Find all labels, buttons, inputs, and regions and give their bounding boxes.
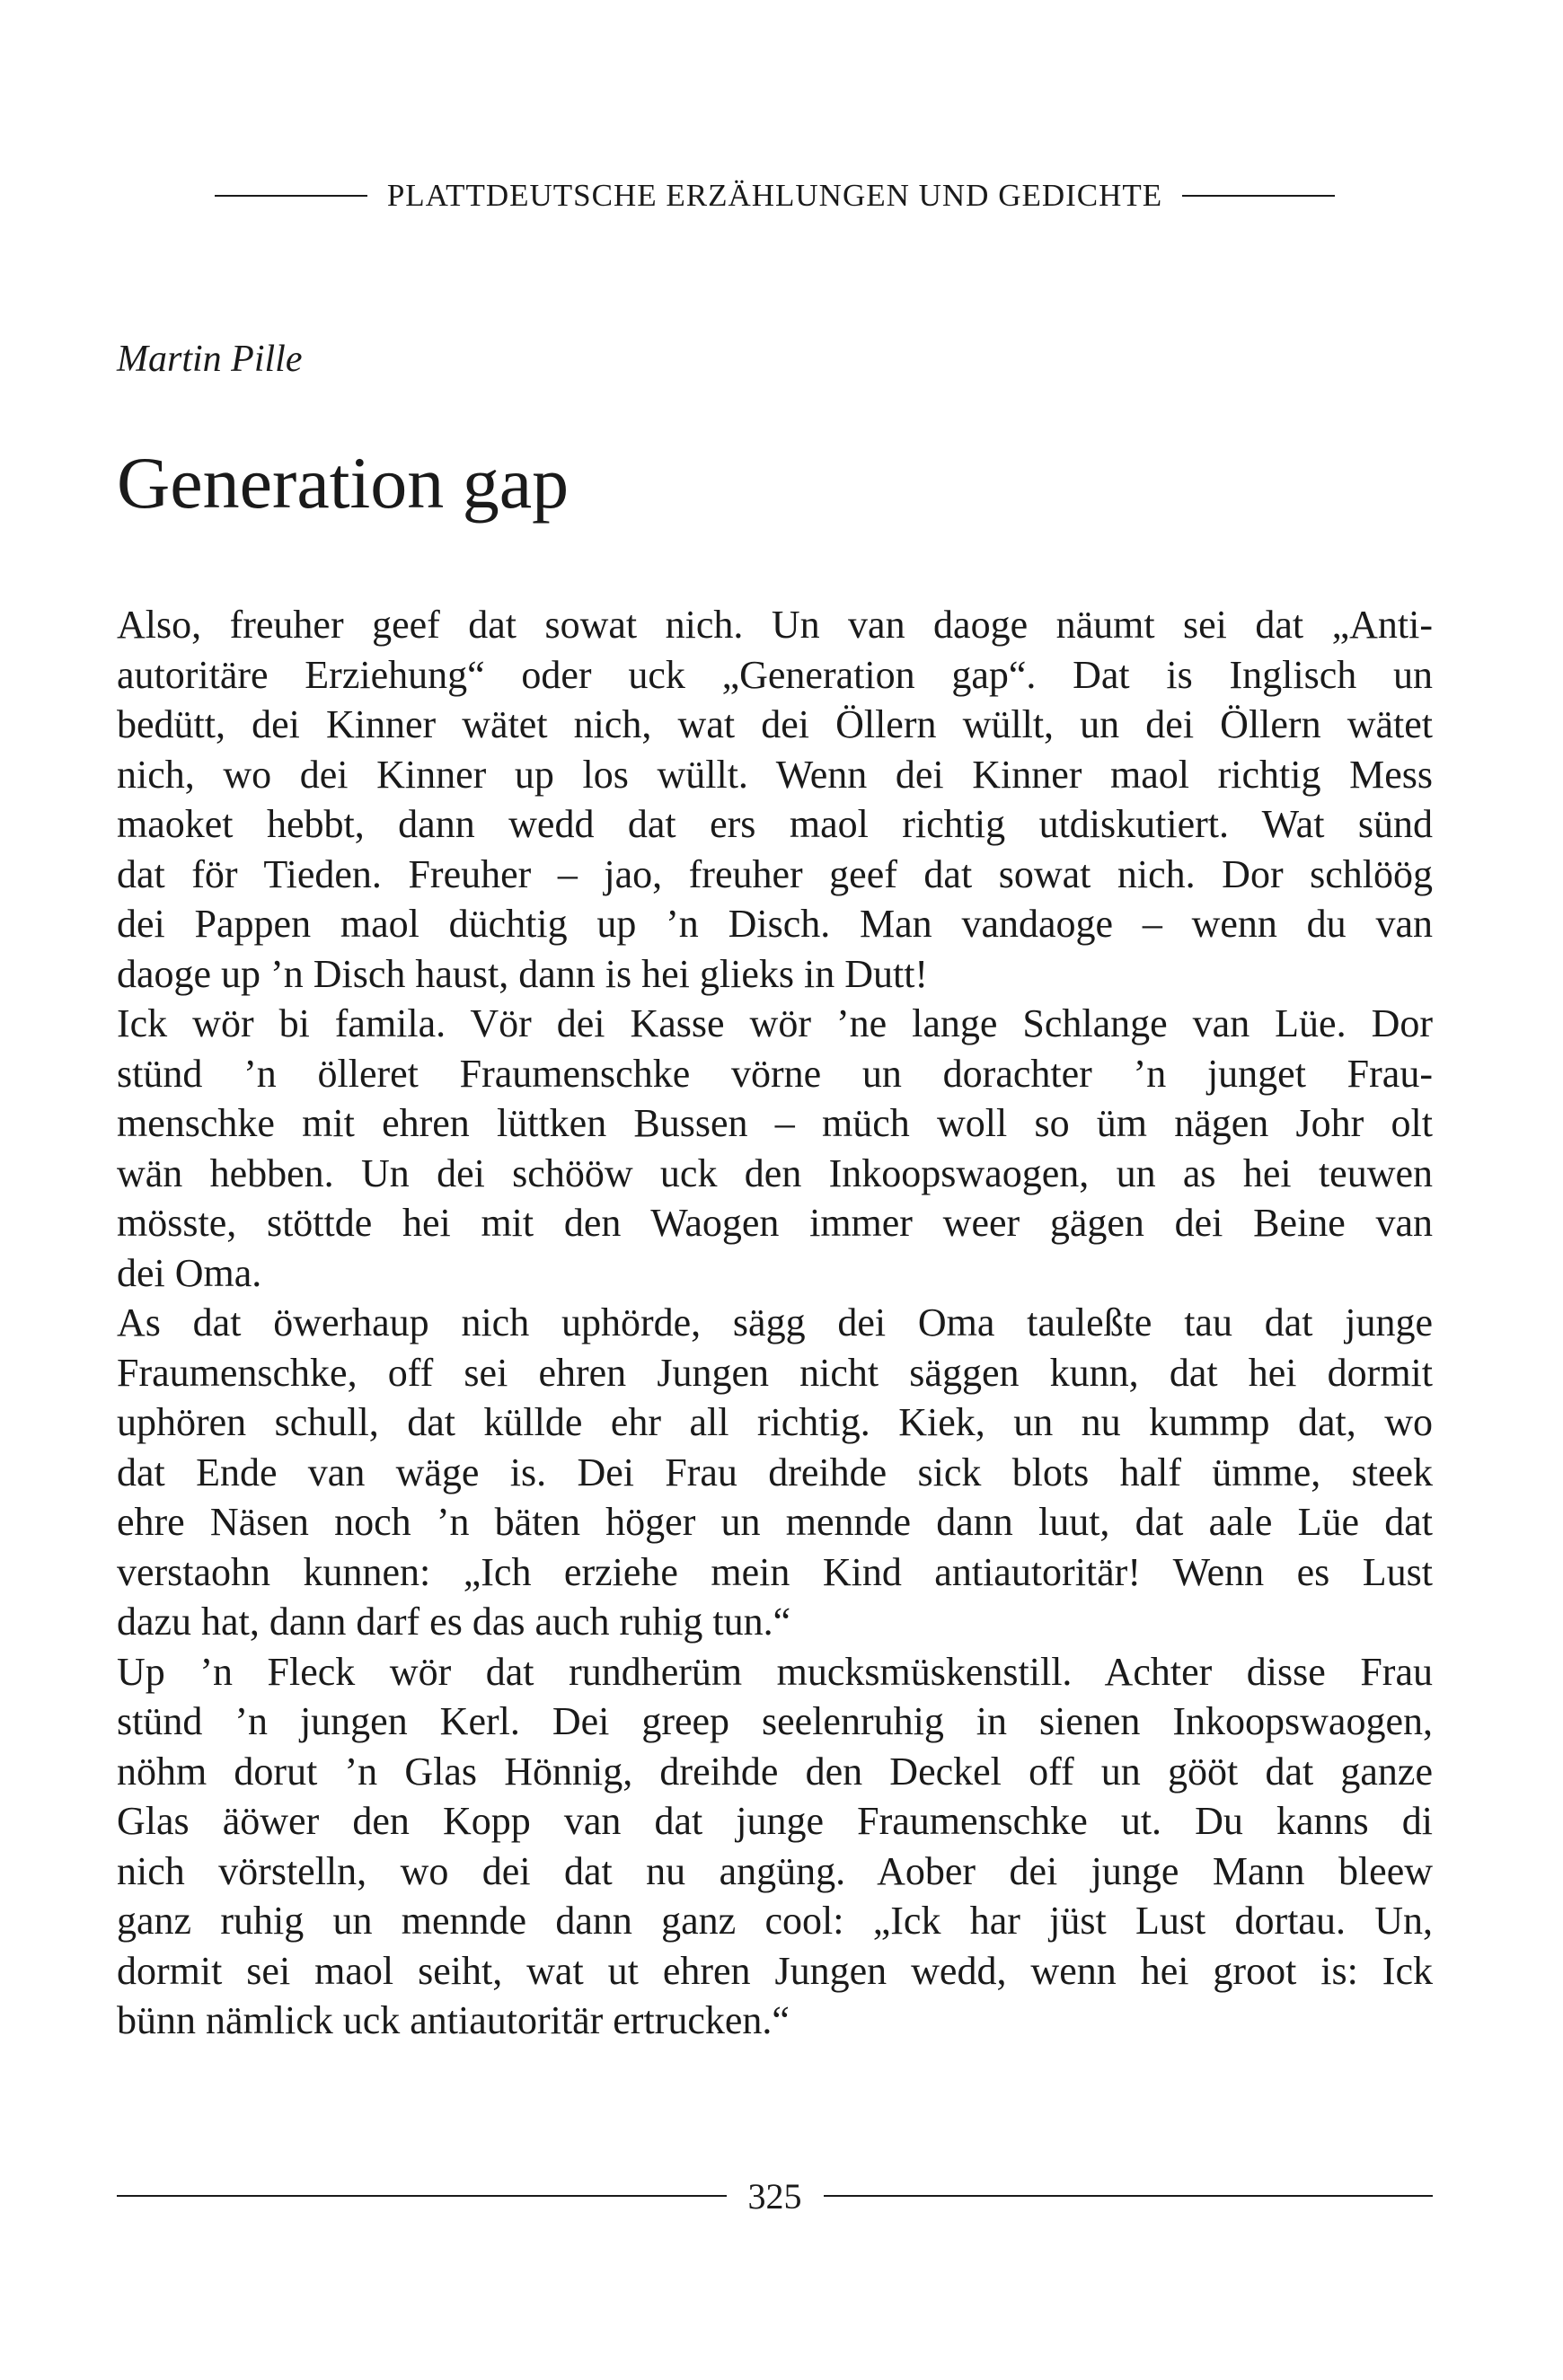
header-rule-right [1182, 195, 1335, 197]
page-footer [117, 2173, 1433, 2218]
text-line: dormit sei maol seiht, wat ut ehren Jungen wedd, wenn hei groot is: Ick [117, 1948, 1433, 1993]
text-line: ganz ruhig un mennde dann ganz cool: „Ick har jüst Lust dortau. Un, [117, 1899, 1433, 1943]
text-line: dei Oma. [117, 1250, 262, 1295]
text-line: dazu hat, dann darf es das auch ruhig tun.“ [117, 1600, 791, 1644]
text-line: bünn nämlick uck antiautoritär ertrucken.“ [117, 1998, 790, 2042]
text-line: Fraumenschke, off sei ehren Jungen nicht säggen kunn, dat hei dormit [117, 1350, 1433, 1395]
header-rule-left [215, 195, 367, 197]
text-line: daoge up ’n Disch haust, dann is hei glieks in Dutt! [117, 951, 929, 996]
text-line: dat Ende van wäge is. Dei Frau dreihde sick blots half ümme, steek [117, 1450, 1433, 1494]
text-line: Also, freuher geef dat sowat nich. Un van daoge näumt sei dat „Anti- [117, 603, 1433, 647]
footer-rule-right [824, 2195, 1434, 2197]
text-line: dei Pappen maol düchtig up ’n Disch. Man vandaoge – wenn du van [117, 902, 1433, 946]
text-line: Ick wör bi famila. Vör dei Kasse wör ’ne lange Schlange van Lüe. Dor [117, 1001, 1433, 1045]
text-line: menschke mit ehren lüttken Bussen – müch woll so üm nägen Johr olt [117, 1101, 1433, 1145]
text-line: stünd ’n ölleret Fraumenschke vörne un dorachter ’n junget Frau- [117, 1051, 1433, 1096]
text-line: nich, wo dei Kinner up los wüllt. Wenn dei Kinner maol richtig Mess [117, 752, 1433, 797]
text-line: Up ’n Fleck wör dat rundherüm mucksmüskenstill. Achter disse Frau [117, 1649, 1433, 1694]
running-title: PLATTDEUTSCHE ERZÄHLUNGEN UND GEDICHTE [386, 178, 1163, 213]
text-line: maoket hebbt, dann wedd dat ers maol richtig utdiskutiert. Wat sünd [117, 802, 1433, 846]
text-line: nich vörstelln, wo dei dat nu angüng. Aober dei junge Mann bleew [117, 1848, 1433, 1893]
running-header [117, 176, 1433, 216]
text-line: verstaohn kunnen: „Ich erziehe mein Kind antiautoritär! Wenn es Lust [117, 1549, 1433, 1594]
text-line: uphören schull, dat küllde ehr all richtig. Kiek, un nu kummp dat, wo [117, 1400, 1433, 1444]
text-line: ehre Näsen noch ’n bäten höger un mennde dann luut, dat aale Lüe dat [117, 1500, 1433, 1544]
author-name: Martin Pille [117, 339, 303, 380]
text-line: As dat öwerhaup nich uphörde, sägg dei Oma tauleßte tau dat junge [117, 1300, 1433, 1344]
text-line: mösste, stöttde hei mit den Waogen immer weer gägen dei Beine van [117, 1201, 1433, 1245]
text-line: bedütt, dei Kinner wätet nich, wat dei Öllern wüllt, un dei Öllern wätet [117, 702, 1433, 746]
text-line: stünd ’n jungen Kerl. Dei greep seelenruhig in sienen Inkoopswaogen, [117, 1699, 1433, 1743]
text-line: Glas äöwer den Kopp van dat junge Fraumenschke ut. Du kanns di [117, 1799, 1433, 1843]
text-line: dat för Tieden. Freuher – jao, freuher geef dat sowat nich. Dor schlöög [117, 851, 1433, 896]
footer-rule-left [117, 2195, 727, 2197]
text-line: nöhm dorut ’n Glas Hönnig, dreihde den Deckel off un gööt dat ganze [117, 1749, 1433, 1794]
body-text [117, 600, 1433, 2046]
text-line: wän hebben. Un dei schööw uck den Inkoopswaogen, un as hei teuwen [117, 1150, 1433, 1195]
article-title: Generation gap [117, 442, 570, 524]
page-number: 325 [747, 2175, 802, 2217]
text-line: autoritäre Erziehung“ oder uck „Generation gap“. Dat is Inglisch un [117, 652, 1433, 697]
